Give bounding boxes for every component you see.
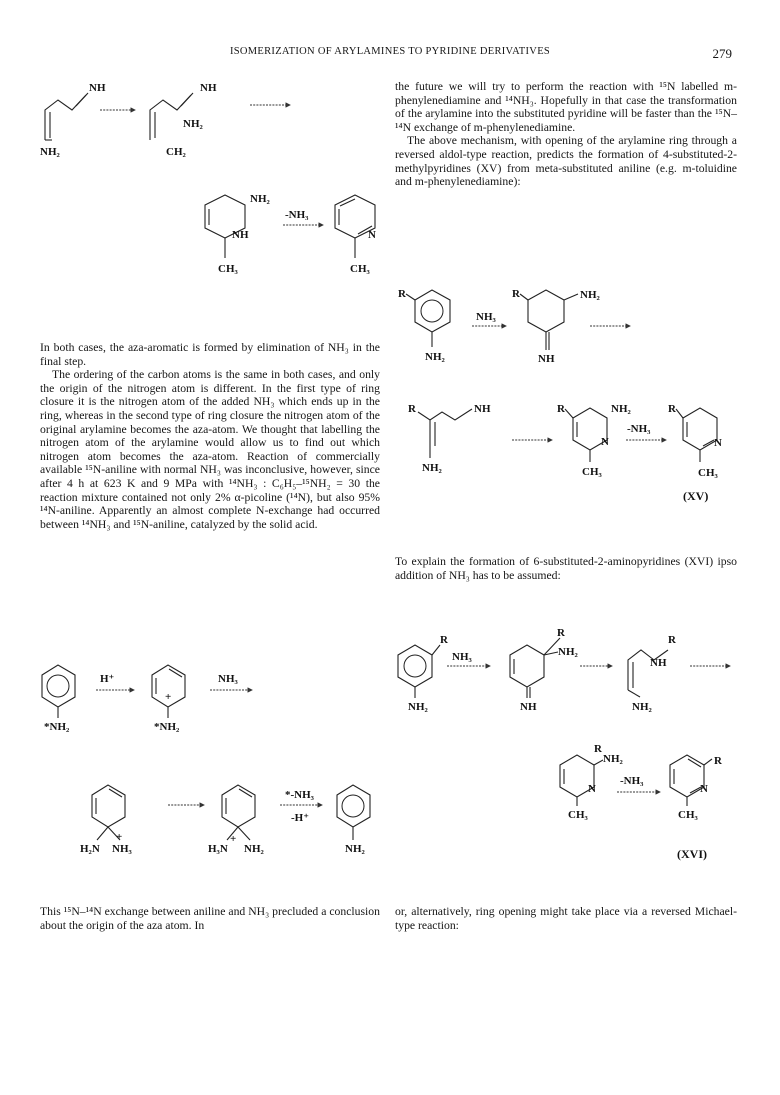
label-nh3-xv: NH₃ — [476, 311, 496, 323]
xvi-ring-2 — [510, 645, 544, 687]
label-nh2-adduct-2: NH₂ — [244, 843, 264, 855]
xvi-ring-1-aromatic — [404, 655, 426, 677]
label-nh3-adduct-1: NH₃ — [112, 843, 132, 855]
xv-product-ring — [683, 408, 717, 450]
label-nh2-xvi-3: NH₂ — [632, 701, 652, 713]
label-minus-h-plus: -H⁺ — [291, 812, 310, 824]
label-ch3-xv-5: CH₃ — [698, 467, 718, 479]
xv-r-bond-1 — [406, 294, 415, 300]
label-n-xv-4: N — [601, 436, 609, 448]
compound-label-xvi: (XVI) — [677, 847, 707, 861]
adduct-ring-1 — [92, 785, 125, 827]
xv-r-bond-5 — [676, 409, 683, 418]
chain-1-double-2 — [76, 93, 88, 106]
label-r-xvi-2: R — [557, 627, 565, 639]
xvi-product-r-bond — [704, 759, 712, 765]
left-paragraph-2-text: The ordering of the carbon atoms is the same in both cases, and only the origin of the nitrogen atom is different. In the first type of ring closure it is the nitrogen atom of the added NH₃ which ends up in the ring, whereas in the second type of ring closure the nitrogen atom of the original arylamine becomes the aza-atom. We thought that labelling the nitrogen atom of the arylamine would allow us to find out which nitrogen atom becomes the aza-atom. Reaction of commercially available ¹⁵N-aniline with normal NH₃ was inconclusive, however, since after 4 h at 623 K and 9 MPa with ¹⁴NH₃ : C₆H₅–¹⁵NH₂ = 30 the reaction mixture contained not only 2% α-picoline (¹⁴N), but also 95% ¹⁴N-aniline. Apparently an almost complete N-exchange had occurred between ¹⁴NH₃ and ¹⁵N-aniline, catalyzed by the solid acid. — [40, 368, 380, 531]
label-star-nh2-2: *NH₂ — [154, 721, 180, 733]
label-r-xvi-1: R — [440, 634, 448, 646]
label-r-xv-5: R — [668, 403, 676, 415]
adduct-2-double-2 — [239, 789, 252, 797]
label-nh2-xvi-1: NH₂ — [408, 701, 428, 713]
label-r-xv-3: R — [408, 403, 416, 415]
xvi-chain — [628, 650, 654, 690]
label-ch3-xvi-4: CH₃ — [568, 809, 588, 821]
label-minus-nh3-xv: -NH₃ — [627, 423, 651, 435]
label-nh2-2: NH₂ — [183, 118, 203, 130]
right-paragraph-3-text: To explain the formation of 6-substituted-2-aminopyridines (XVI) ipso addition of NH₃ has to be assumed: — [395, 555, 737, 582]
label-nh-xvi-2: NH — [520, 701, 537, 713]
label-n-xv-5: N — [714, 437, 722, 449]
label-plus-1: + — [165, 691, 172, 703]
chain-2-double-2 — [181, 93, 193, 106]
label-nh-xv-3: NH — [474, 403, 491, 415]
label-ch2: CH₂ — [166, 146, 186, 158]
xvi-r-bond-1 — [432, 645, 440, 655]
label-nh-1: NH — [89, 82, 106, 94]
label-star-minus-nh3: *-NH₃ — [285, 789, 314, 801]
label-nh2-xv-4: NH₂ — [611, 403, 631, 415]
right-footer-text: or, alternatively, ring opening might take place via a reversed Michael-type reaction: — [395, 905, 737, 932]
label-plus-3: + — [230, 833, 237, 845]
left-footer-text: This ¹⁵N–¹⁴N exchange between aniline and NH₃ precluded a conclusion about the origin of the aza atom. In — [40, 905, 380, 932]
label-nh2-xv-2: NH₂ — [580, 289, 600, 301]
label-ch3-xvi-5: CH₃ — [678, 809, 698, 821]
page-number: 279 — [712, 46, 732, 61]
label-nh-xvi-3: NH — [650, 657, 667, 669]
scheme-aniline-exchange — [42, 665, 370, 855]
scheme-xv — [398, 288, 722, 503]
label-h-plus: H⁺ — [100, 673, 115, 685]
label-nh2-3: NH₂ — [250, 193, 270, 205]
xvi-ring-1 — [398, 645, 432, 687]
label-nh2-xvi-2: NH₂ — [558, 646, 578, 658]
xvi-product-double-3 — [688, 759, 701, 767]
xv-ring-1 — [415, 290, 450, 332]
label-nh3-a: NH₃ — [218, 673, 238, 685]
label-minus-nh3-1: -NH₃ — [285, 209, 309, 221]
xv-ring-1-aromatic — [421, 300, 443, 322]
label-nh2-xvi-4: NH₂ — [603, 753, 623, 765]
label-r-xvi-4: R — [594, 743, 602, 755]
anilinium-double-2 — [169, 669, 182, 677]
left-paragraph-1-text: In both cases, the aza-aromatic is formed by elimination of NH₃ in the final step. — [40, 341, 380, 368]
xv-nh2-bond-2 — [564, 294, 578, 300]
right-paragraph-1-text: the future we will try to perform the reaction with ¹⁵N labelled m-phenylenediamine and ¹⁴NH₃. Hopefully in that case the transformation of the arylamine into the substituted pyridine will be faster than the ¹⁵N–¹⁴N exchange of m-phenylenediamine. — [395, 80, 737, 134]
label-h2n-1: H₂N — [80, 843, 100, 855]
label-n-xvi-4: N — [588, 783, 596, 795]
label-nh3-xvi: NH₃ — [452, 651, 472, 663]
xv-ring-2 — [528, 290, 564, 332]
label-h3n: H₃N — [208, 843, 228, 855]
label-nh2-xv-3: NH₂ — [422, 462, 442, 474]
adduct-2-bond-right — [238, 827, 250, 840]
aniline-product-aromatic — [342, 795, 364, 817]
label-nh-xv-2: NH — [538, 353, 555, 365]
xvi-chain-nh2-bond — [628, 690, 640, 697]
label-minus-nh3-xvi: -NH₃ — [620, 775, 644, 787]
xvi-ring-4-nh2-bond — [594, 760, 603, 765]
label-star-nh2-1: *NH₂ — [44, 721, 70, 733]
right-paragraph-2-text: The above mechanism, with opening of the arylamine ring through a reversed aldol-type reaction, predicts the formation of 4-substituted-2-methylpyridines (XV) from meta-substituted aniline (e.g. m-toluidine and m-phenylenediamine): — [395, 134, 737, 189]
label-ch3-1: CH₃ — [218, 263, 238, 275]
running-title: ISOMERIZATION OF ARYLAMINES TO PYRIDINE DERIVATIVES — [229, 46, 551, 57]
label-nh2-1: NH₂ — [40, 146, 60, 158]
label-n-1: N — [368, 229, 376, 241]
label-ch3-xv-4: CH₃ — [582, 466, 602, 478]
label-ch3-2: CH₃ — [350, 263, 370, 275]
label-n-xvi-5: N — [700, 783, 708, 795]
xv-chain — [418, 409, 472, 420]
xv-r-bond-4 — [565, 409, 573, 418]
label-r-xv-4: R — [557, 403, 565, 415]
label-nh-2: NH — [200, 82, 217, 94]
label-r-xv-2: R — [512, 288, 520, 300]
label-r-xv-1: R — [398, 288, 406, 300]
adduct-1-bond-left — [97, 827, 108, 840]
label-r-xvi-3: R — [668, 634, 676, 646]
label-nh-3: NH — [232, 229, 249, 241]
aniline-aromatic — [47, 675, 69, 697]
scheme-xvi — [398, 627, 730, 861]
compound-label-xv: (XV) — [683, 489, 709, 503]
pyr-double-3 — [340, 199, 355, 206]
label-plus-2: + — [116, 831, 123, 843]
xv-r-bond-2 — [520, 294, 528, 300]
adduct-1-double-2 — [109, 789, 122, 797]
adduct-ring-2 — [222, 785, 255, 827]
xvi-product-ring — [670, 755, 704, 797]
scheme-top-left — [40, 82, 376, 275]
label-nh2-xv-1: NH₂ — [425, 351, 445, 363]
label-r-xvi-5: R — [714, 755, 722, 767]
label-nh2-aniline-product: NH₂ — [345, 843, 365, 855]
